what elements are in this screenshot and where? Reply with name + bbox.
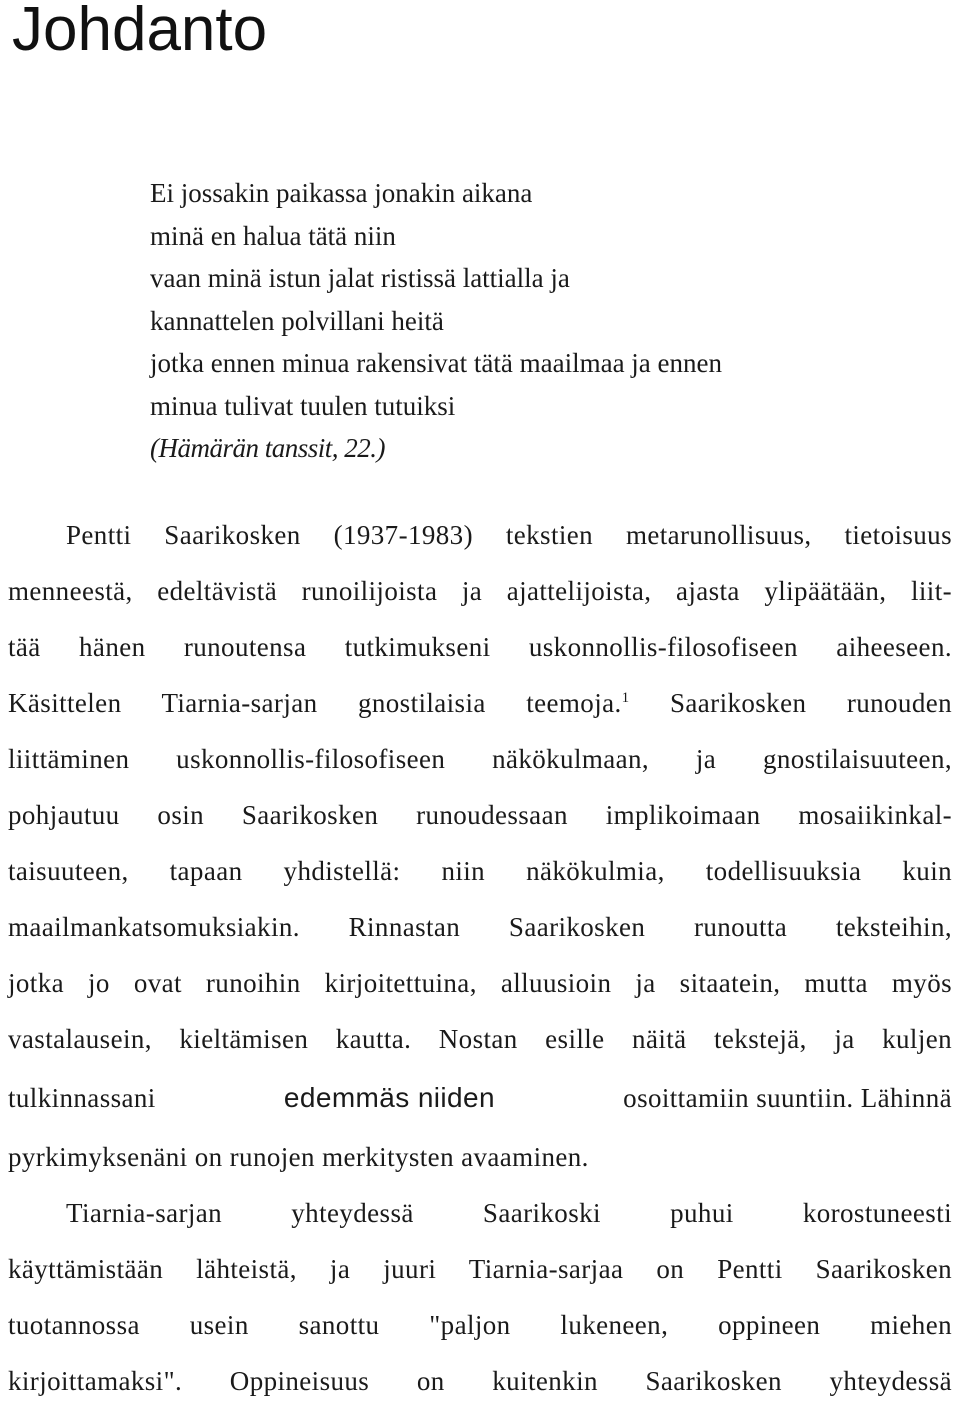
line-text: Saarikosken runouden (629, 688, 952, 718)
chapter-heading: Johdanto (12, 0, 268, 64)
line-text: Käsittelen Tiarnia-sarjan gnostilaisia teemoja. (8, 688, 622, 718)
paragraph-1-line-9: jotka jo ovat runoihin kirjoitettuina, alluusioin ja sitaatein, mutta myös (8, 968, 952, 998)
paragraph-1-line-3: tää hänen runoutensa tutkimukseni uskonnollis-filosofiseen aiheeseen. (8, 632, 952, 662)
poem-line: minä en halua tätä niin (150, 220, 396, 251)
paragraph-1-line-7: taisuuteen, tapaan yhdistellä: niin näkökulmia, todellisuuksia kuin (8, 856, 952, 886)
paragraph-1-line-10: vastalausein, kieltämisen kautta. Nostan esille näitä tekstejä, ja kuljen (8, 1024, 952, 1054)
epigraph-poem (150, 172, 910, 470)
poem-line: minua tulivat tuulen tutuiksi (150, 390, 456, 421)
poem-source: (Hämärän tanssit, 22.) (150, 433, 386, 463)
paragraph-1-line-11 (8, 1080, 952, 1116)
poem-line: Ei jossakin paikassa jonakin aikana (150, 178, 533, 208)
paragraph-2-line-4: kirjoittamaksi". Oppineisuus on kuitenkin Saarikosken yhteydessä (8, 1366, 952, 1396)
paragraph-1-line-8: maailmankatsomuksiakin. Rinnastan Saarikosken runoutta teksteihin, (8, 912, 952, 942)
poem-line: jotka ennen minua rakensivat tätä maailmaa ja ennen (150, 348, 723, 378)
footnote-marker[interactable]: 1 (621, 690, 630, 706)
poem-line: vaan minä istun jalat ristissä lattialla ja (150, 263, 570, 293)
paragraph-1-line-4 (8, 685, 952, 721)
paragraph-1-line-6: pohjautuu osin Saarikosken runoudessaan implikoimaan mosaiikinkal- (8, 800, 952, 830)
line-text: tulkinnassani (8, 1083, 156, 1113)
paragraph-1-line-1: Pentti Saarikosken (1937-1983) tekstien metarunollisuus, tietoisuus (66, 520, 952, 550)
paragraph-2-line-2: käyttämistään lähteistä, ja juuri Tiarnia-sarjaa on Pentti Saarikosken (8, 1254, 952, 1284)
paragraph-2-line-1: Tiarnia-sarjan yhteydessä Saarikoski puhui korostuneesti (66, 1198, 952, 1228)
paragraph-2-line-3: tuotannossa usein sanottu "paljon lukeneen, oppineen miehen (8, 1310, 952, 1340)
paragraph-1-line-2: menneestä, edeltävistä runoilijoista ja ajattelijoista, ajasta ylipäätään, liit- (8, 576, 952, 606)
line-text: osoittamiin suuntiin. Lähinnä (623, 1083, 952, 1113)
paragraph-1-line-5: liittäminen uskonnollis-filosofiseen näkökulmaan, ja gnostilaisuuteen, (8, 744, 952, 774)
line-text-sans: edemmäs niiden (283, 1082, 495, 1113)
poem-line: kannattelen polvillani heitä (150, 305, 444, 336)
paragraph-1-line-12: pyrkimyksenäni on runojen merkitysten avaaminen. (8, 1142, 589, 1172)
